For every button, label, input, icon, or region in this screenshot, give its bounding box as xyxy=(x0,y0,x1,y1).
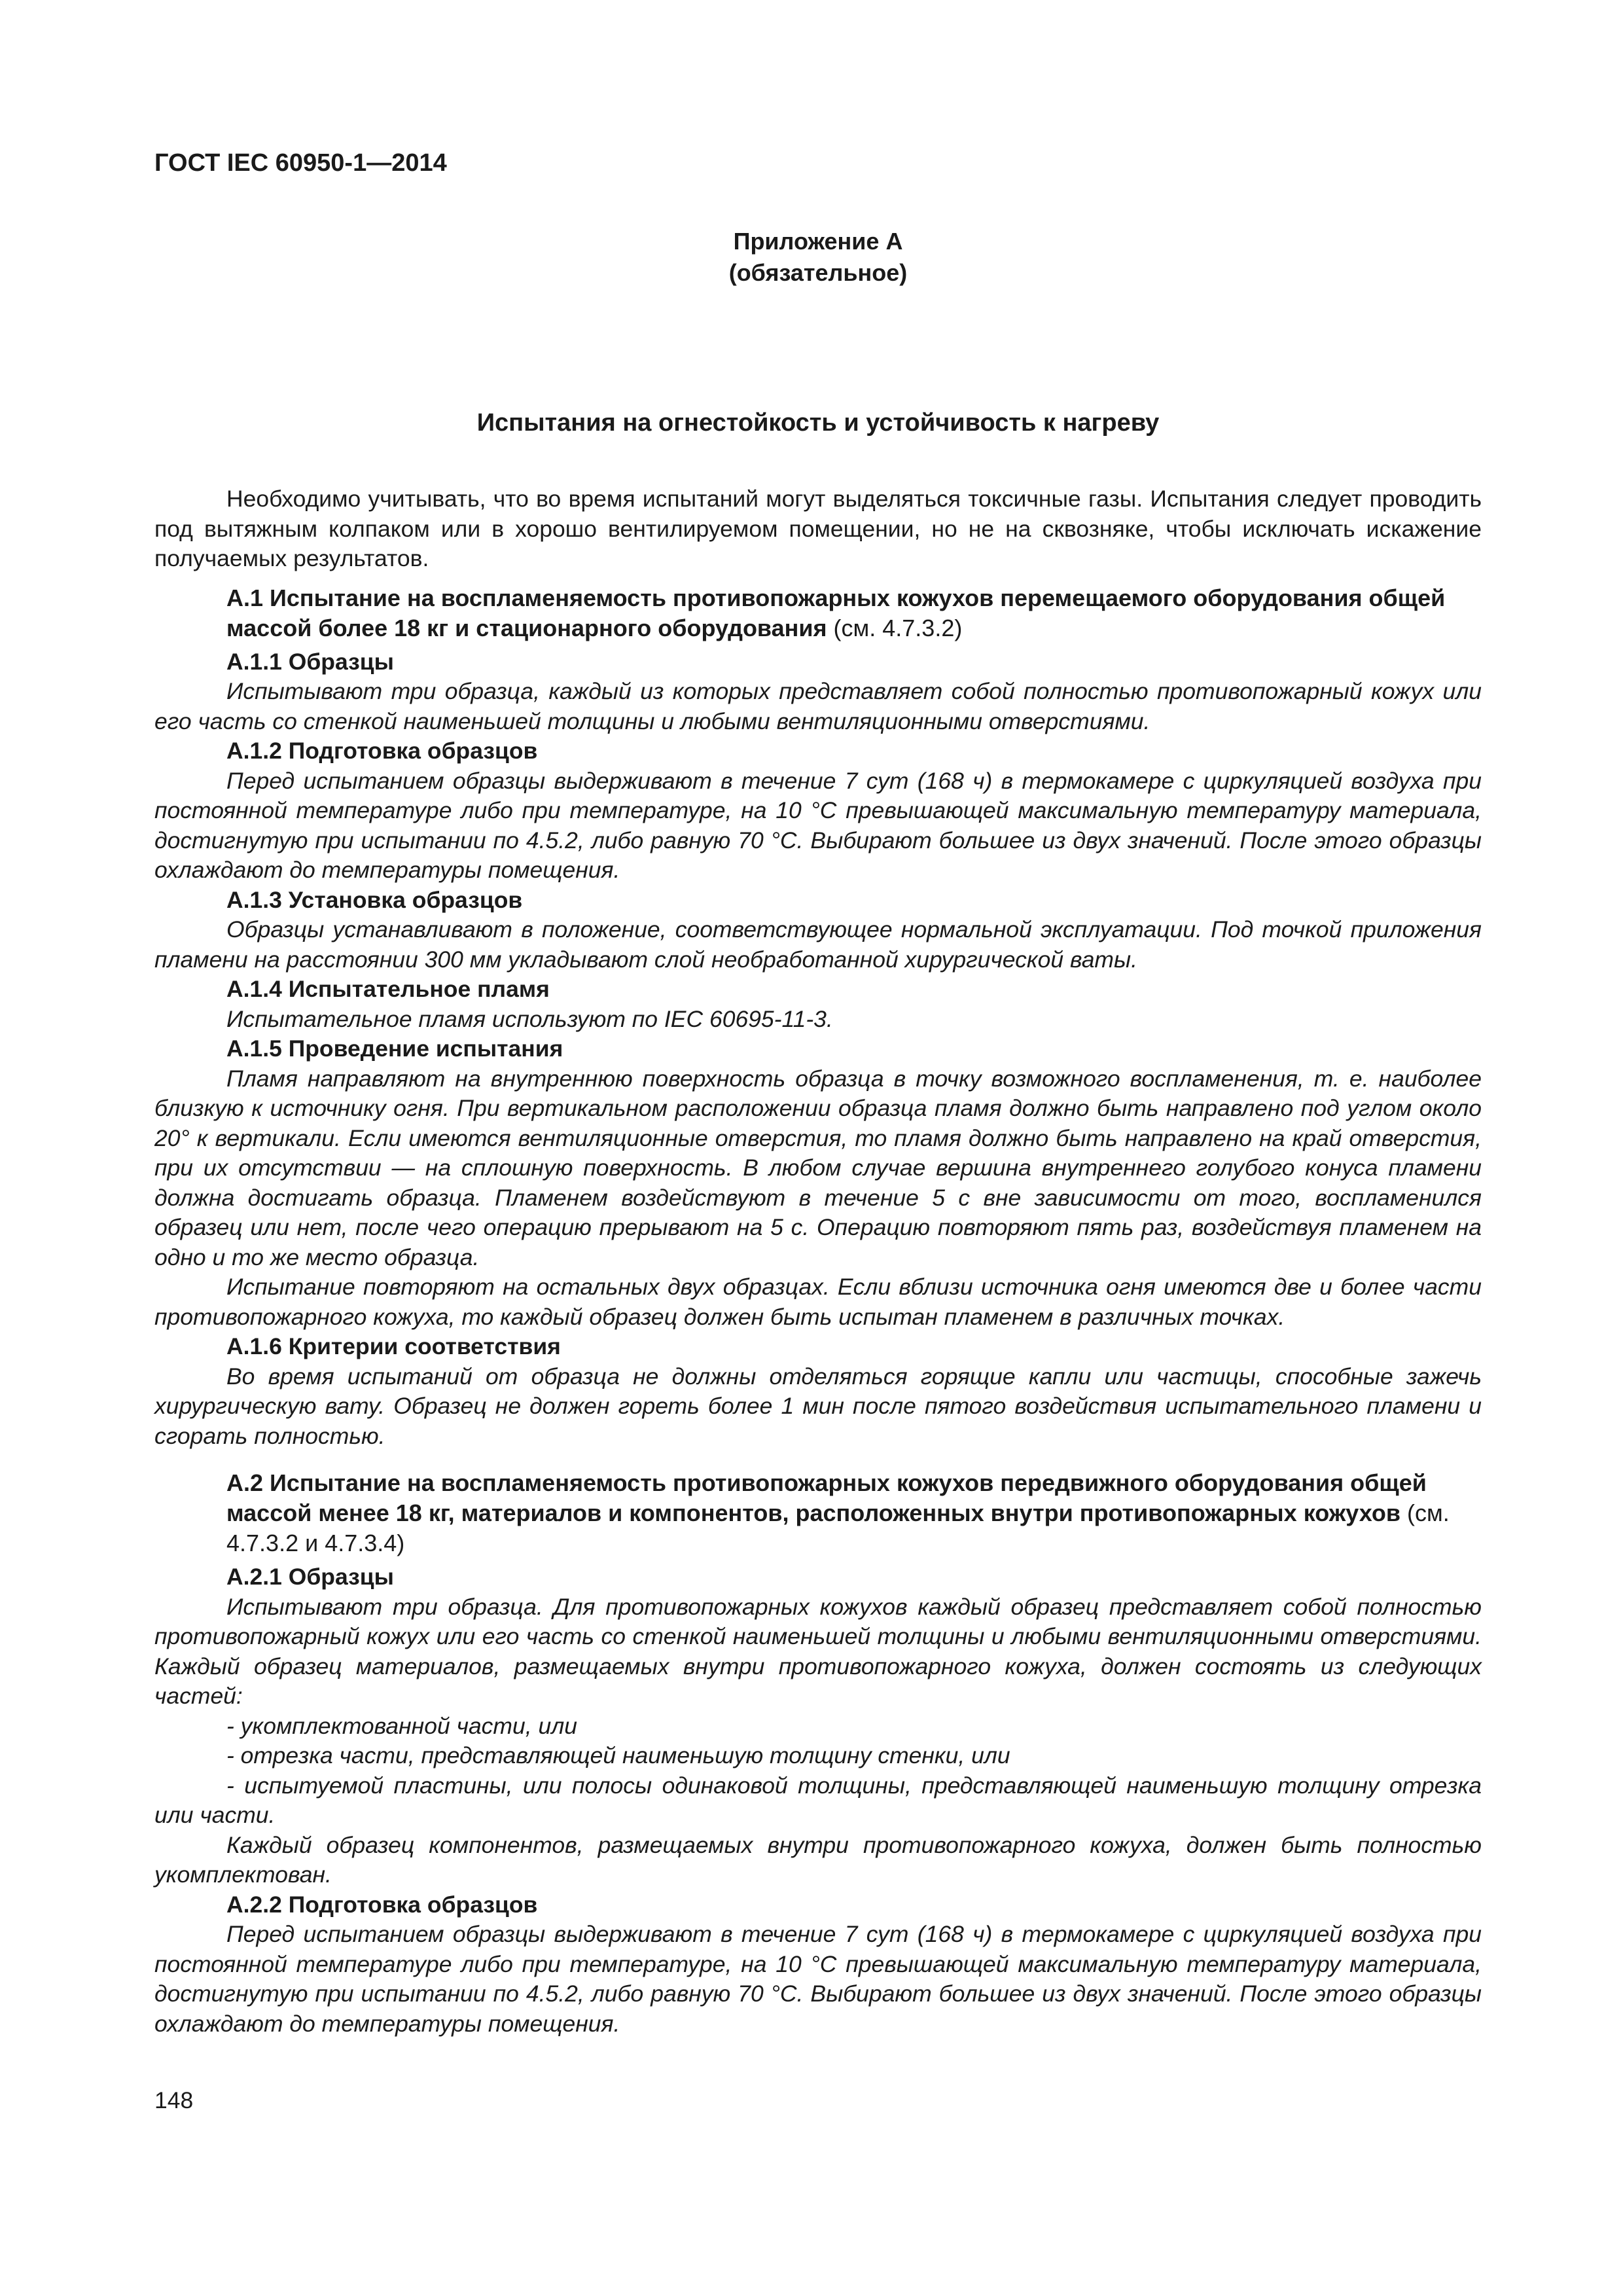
subsection-a1-5-heading: А.1.5 Проведение испытания xyxy=(226,1035,563,1062)
section-a2-heading xyxy=(226,1468,1482,1558)
subsection-a1-3-text: Образцы устанавливают в положение, соответствующее нормальной эксплуатации. Под точкой приложения пламени на расстоянии 300 мм укладывают слой необработанной хирургической ваты. xyxy=(154,916,1482,973)
document-header: ГОСТ IEC 60950-1—2014 xyxy=(154,149,447,177)
subsection-a2-2-heading: А.2.2 Подготовка образцов xyxy=(226,1891,538,1918)
list-item: - отрезка части, представляющей наименьшую толщину стенки, или xyxy=(226,1742,1010,1768)
section-a2-ref: (см. 4.7.3.2 и 4.7.3.4) xyxy=(226,1499,1450,1556)
section-a1-heading xyxy=(226,583,1482,643)
annex-heading xyxy=(154,226,1482,289)
subsection-a1-4-heading: А.1.4 Испытательное пламя xyxy=(226,976,550,1002)
subsection-a1-1-text: Испытывают три образца, каждый из которых представляет собой полностью противопожарный кожух или его часть со стенкой наименьшей толщины и любыми вентиляционными отверстиями. xyxy=(154,678,1482,734)
list-item: - испытуемой пластины, или полосы одинаковой толщины, представляющей наименьшую толщину отрезка или части. xyxy=(154,1772,1482,1828)
section-a1-ref: (см. 4.7.3.2) xyxy=(827,614,963,641)
subsection-a2-1-text-2: Каждый образец компонентов, размещаемых внутри противопожарного кожуха, должен быть полностью укомплектован. xyxy=(154,1831,1482,1888)
document-body xyxy=(154,484,1482,2039)
subsection-a2-1-text: Испытывают три образца. Для противопожарных кожухов каждый образец представляет собой полностью противопожарный кожух или его часть со стенкой наименьшей толщины и любыми вентиляционными отверстиями. Каждый образец материалов, размещаемых внутри противопожарного кожуха, должен состоять из следующих частей: xyxy=(154,1593,1482,1709)
section-a1-title: А.1 Испытание на воспламеняемость противопожарных кожухов перемещаемого оборудования общей массой более 18 кг и стационарного оборудования xyxy=(226,584,1446,641)
subsection-a1-2-heading: А.1.2 Подготовка образцов xyxy=(226,738,538,764)
subsection-a1-2-text: Перед испытанием образцы выдерживают в течение 7 сут (168 ч) в термокамере с циркуляцией воздуха при постоянной температуре либо при температуре, на 10 °С превышающей максимальную температуру материала, достигнутую при испытании по 4.5.2, либо равную 70 °С. Выбирают большее из двух значений. После этого образцы охлаждают до температуры помещения. xyxy=(154,767,1482,883)
section-a2-title: А.2 Испытание на воспламеняемость противопожарных кожухов передвижного оборудования общей массой менее 18 кг, материалов и компонентов, расположенных внутри противопожарных кожухов xyxy=(226,1469,1427,1526)
annex-status: (обязательное) xyxy=(728,259,908,286)
subsection-a2-1-heading: А.2.1 Образцы xyxy=(226,1564,394,1590)
subsection-a1-6-text: Во время испытаний от образца не должны отделяться горящие капли или частицы, способные зажечь хирургическую вату. Образец не должен гореть более 1 мин после пятого воздействия испытательного пламени и сгорать полностью. xyxy=(154,1363,1482,1449)
page-title: Испытания на огнестойкость и устойчивость к нагреву xyxy=(476,409,1160,437)
subsection-a1-3-heading: А.1.3 Установка образцов xyxy=(226,886,523,913)
intro-paragraph: Необходимо учитывать, что во время испытаний могут выделяться токсичные газы. Испытания следует проводить под вытяжным колпаком или в хорошо вентилируемом помещении, но не на сквозняке, чтобы исключать искажение получаемых результатов. xyxy=(154,486,1482,571)
annex-title: Приложение А xyxy=(733,228,903,255)
subsection-a1-6-heading: А.1.6 Критерии соответствия xyxy=(226,1333,561,1359)
list-item: - укомплектованной части, или xyxy=(226,1712,577,1739)
subsection-a2-2-text: Перед испытанием образцы выдерживают в течение 7 сут (168 ч) в термокамере с циркуляцией воздуха при постоянной температуре либо при температуре, на 10 °С превышающей максимальную температуру материала, достигнутую при испытании по 4.5.2, либо равную 70 °С. Выбирают большее из двух значений. После этого образцы охлаждают до температуры помещения. xyxy=(154,1921,1482,2037)
page-number: 148 xyxy=(154,2087,194,2113)
subsection-a1-1-heading: А.1.1 Образцы xyxy=(226,648,394,675)
subsection-a1-5-text-2: Испытание повторяют на остальных двух образцах. Если вблизи источника огня имеются две и более части противопожарного кожуха, то каждый образец должен быть испытан пламенем в различных точках. xyxy=(154,1274,1482,1330)
subsection-a1-4-text: Испытательное пламя используют по IEC 60695-11-3. xyxy=(226,1005,833,1032)
subsection-a1-5-text: Пламя направляют на внутреннюю поверхность образца в точку возможного воспламенения, т. е. наиболее близкую к источнику огня. При вертикальном расположении образца пламя должно быть направлено под углом около 20° к вертикали. Если имеются вентиляционные отверстия, то пламя должно быть направлено на край отверстия, при их отсутствии — на сплошную поверхность. В любом случае вершина внутреннего голубого конуса пламени должна достигать образца. Пламенем воздействуют в течение 5 с вне зависимости от того, воспламенился образец или нет, после чего операцию прерывают на 5 с. Операцию повторяют пять раз, воздействуя пламенем на одно и то же место образца. xyxy=(154,1065,1482,1270)
